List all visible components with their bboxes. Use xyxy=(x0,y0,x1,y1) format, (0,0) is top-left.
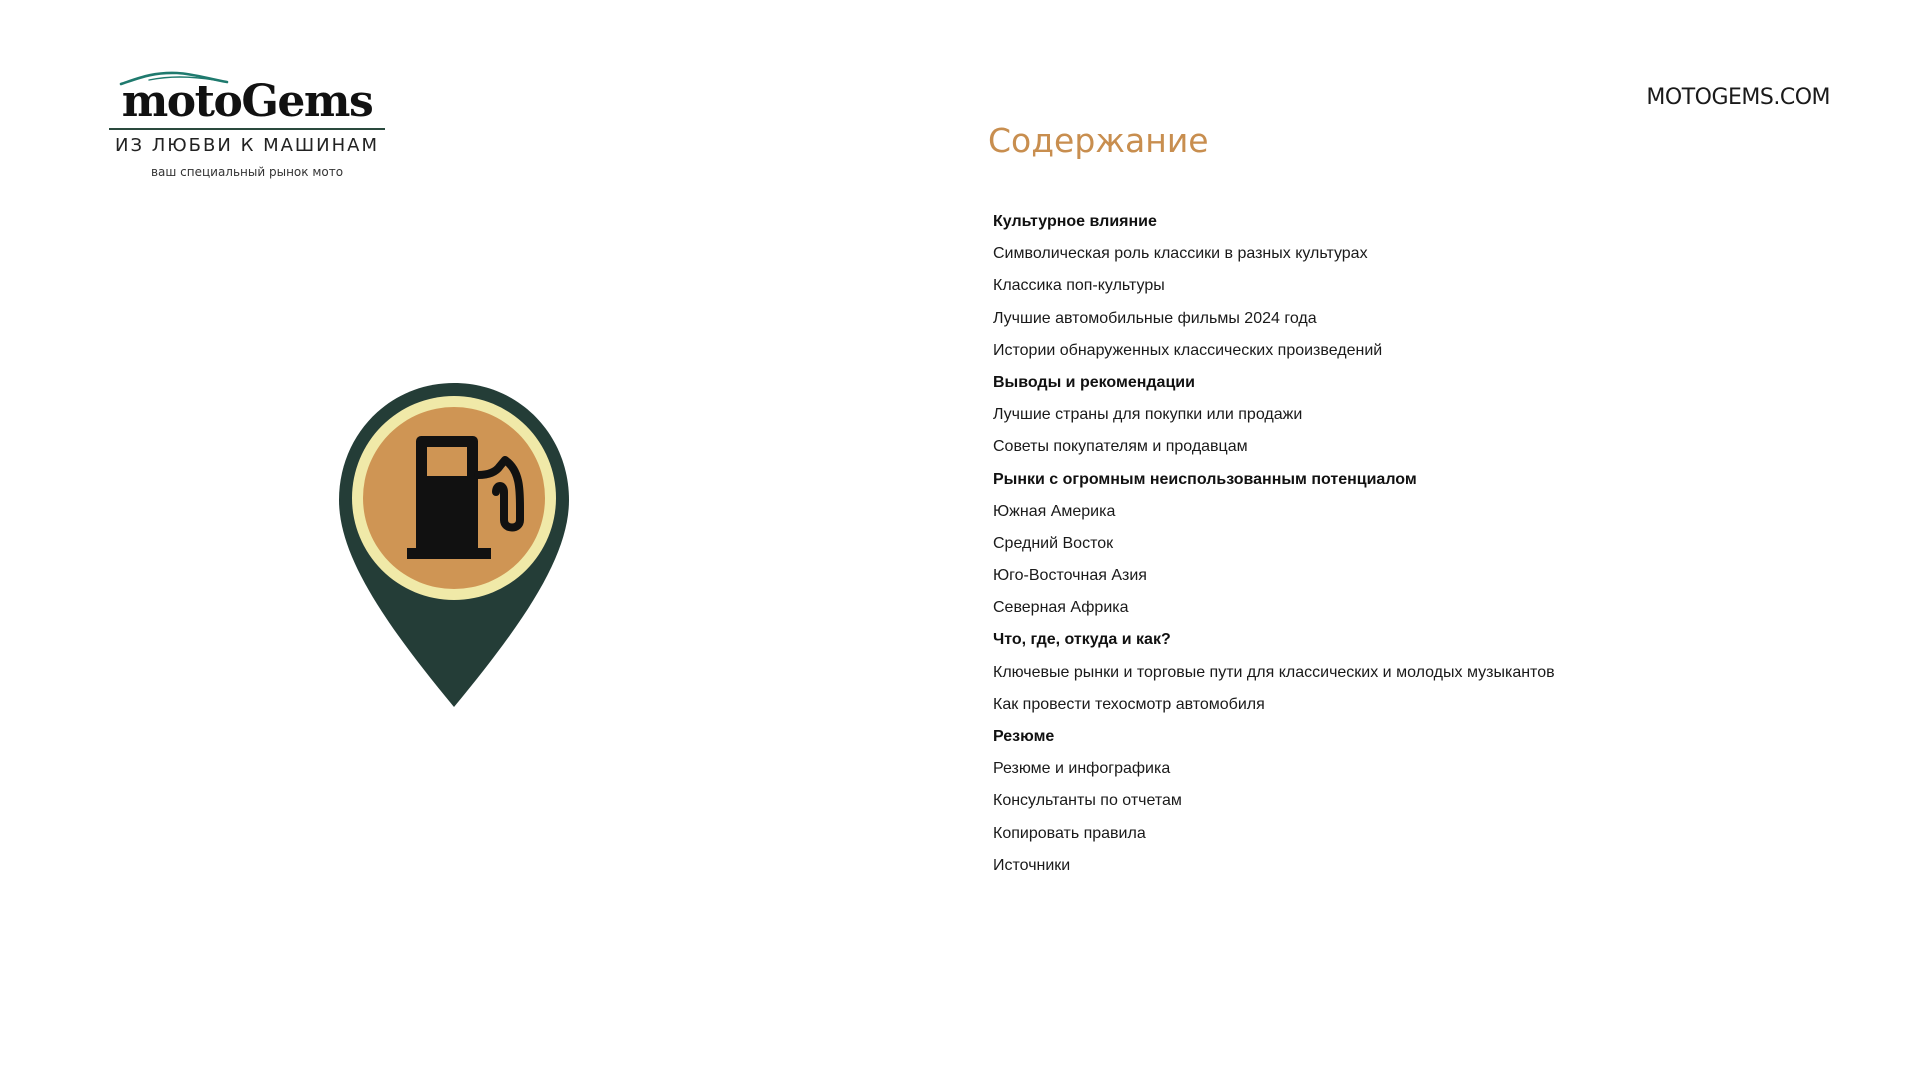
toc-entry[interactable]: Как провести техосмотр автомобиля xyxy=(993,695,1265,713)
fuel-pump-location-pin-icon xyxy=(336,380,572,710)
toc-entry[interactable]: Лучшие автомобильные фильмы 2024 года xyxy=(993,309,1317,327)
toc-section-heading[interactable]: Культурное влияние xyxy=(993,213,1157,230)
toc-list xyxy=(993,210,1555,886)
brand-divider xyxy=(109,128,385,130)
toc-entry[interactable]: Средний Восток xyxy=(993,534,1114,552)
fuel-pump-window xyxy=(427,447,467,476)
toc-entry[interactable]: Лучшие страны для покупки или продажи xyxy=(993,406,1303,424)
brand-logo xyxy=(107,68,387,188)
toc-entry[interactable]: Истории обнаруженных классических произведений xyxy=(993,341,1383,359)
toc-section-heading[interactable]: Резюме xyxy=(993,728,1055,745)
toc-section-heading[interactable]: Что, где, откуда и как? xyxy=(993,631,1171,649)
toc-section-heading[interactable]: Выводы и рекомендации xyxy=(993,373,1195,391)
fuel-pump-base xyxy=(407,548,491,559)
site-url[interactable]: MOTOGEMS.COM xyxy=(1646,85,1830,110)
brand-wordmark: motoGems xyxy=(121,76,373,127)
toc-entry[interactable]: Копировать правила xyxy=(993,824,1146,842)
toc-entry[interactable]: Консультанты по отчетам xyxy=(993,792,1182,810)
toc-entry[interactable]: Юго-Восточная Азия xyxy=(993,567,1147,585)
toc-title: Содержание xyxy=(988,121,1209,160)
toc-section-heading[interactable]: Рынки с огромным неиспользованным потенциалом xyxy=(993,470,1417,488)
toc-entry[interactable]: Символическая роль классики в разных культурах xyxy=(993,245,1368,263)
brand-tagline: ИЗ ЛЮБВИ К МАШИНАМ xyxy=(114,135,379,156)
brand-subtitle: ваш специальный рынок мото xyxy=(150,165,344,179)
toc-entry[interactable]: Ключевые рынки и торговые пути для классических и молодых музыкантов xyxy=(993,663,1555,681)
toc-entry[interactable]: Южная Америка xyxy=(993,502,1116,520)
toc-entry[interactable]: Резюме и инфографика xyxy=(993,760,1171,778)
toc-entry[interactable]: Классика поп-культуры xyxy=(993,277,1165,295)
toc-entry[interactable]: Советы покупателям и продавцам xyxy=(993,438,1248,456)
toc-entry[interactable]: Источники xyxy=(993,856,1071,874)
toc-entry[interactable]: Северная Африка xyxy=(993,599,1129,617)
